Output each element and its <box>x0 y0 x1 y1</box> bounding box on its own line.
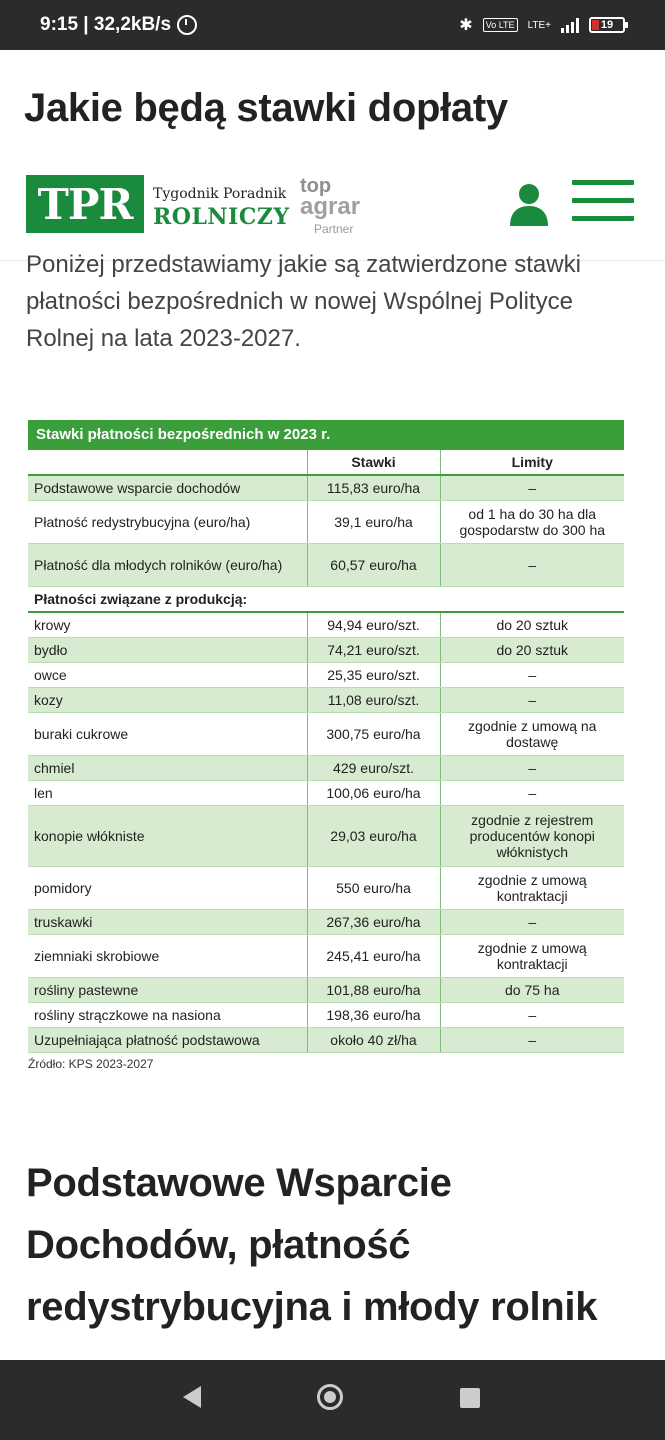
volte-badge: Vo LTE <box>483 18 518 32</box>
signal-icon <box>561 17 579 33</box>
partner-logo[interactable] <box>300 176 360 236</box>
hamburger-menu-icon[interactable] <box>572 180 634 222</box>
logo-line2: ROLNICZY <box>153 204 290 230</box>
table-row <box>28 475 624 501</box>
battery-level: 19 <box>600 19 614 31</box>
table-row <box>28 663 624 688</box>
row-rate: 245,41 euro/ha <box>307 935 440 978</box>
row-limit: – <box>440 475 624 501</box>
partner-top: top <box>300 175 332 197</box>
rates-table <box>28 420 624 1071</box>
table-row <box>28 935 624 978</box>
row-rate: 429 euro/szt. <box>307 756 440 781</box>
recent-apps-icon[interactable] <box>460 1388 480 1408</box>
row-rate: 101,88 euro/ha <box>307 978 440 1003</box>
col-header-name <box>28 450 307 475</box>
table-row <box>28 781 624 806</box>
row-name: konopie włókniste <box>28 806 307 867</box>
table-row <box>28 1003 624 1028</box>
row-name: rośliny pastewne <box>28 978 307 1003</box>
row-rate: 300,75 euro/ha <box>307 713 440 756</box>
battery-icon <box>589 17 625 33</box>
row-rate: 115,83 euro/ha <box>307 475 440 501</box>
table-row <box>28 1028 624 1053</box>
status-time-speed: 9:15 | 32,2kB/s <box>40 14 172 35</box>
tpr-logo[interactable]: TPR <box>26 175 144 233</box>
row-name: Płatność redystrybucyjna (euro/ha) <box>28 501 307 544</box>
row-rate: 94,94 euro/szt. <box>307 612 440 638</box>
table-row <box>28 688 624 713</box>
row-name: bydło <box>28 638 307 663</box>
logo-line1: Tygodnik Poradnik <box>153 186 287 202</box>
back-icon[interactable] <box>183 1386 201 1408</box>
home-icon[interactable] <box>317 1384 343 1410</box>
table-row <box>28 910 624 935</box>
table-row <box>28 501 624 544</box>
row-name: Uzupełniająca płatność podstawowa <box>28 1028 307 1053</box>
table-source: Źródło: KPS 2023-2027 <box>28 1057 154 1071</box>
user-icon[interactable] <box>508 182 550 226</box>
row-rate: 29,03 euro/ha <box>307 806 440 867</box>
row-rate: około 40 zł/ha <box>307 1028 440 1053</box>
alarm-icon <box>177 15 197 35</box>
row-limit: zgodnie z umową kontraktacji <box>440 867 624 910</box>
intro-paragraph: Poniżej przedstawiamy jakie są zatwierdzone stawki płatności bezpośrednich w nowej Wspólnej Polityce Rolnej na lata 2023-2027. <box>26 251 581 352</box>
table-row <box>28 544 624 587</box>
row-limit: – <box>440 756 624 781</box>
row-limit: do 20 sztuk <box>440 612 624 638</box>
row-name: pomidory <box>28 867 307 910</box>
row-name: rośliny strączkowe na nasiona <box>28 1003 307 1028</box>
status-bar <box>0 0 665 50</box>
row-limit: do 75 ha <box>440 978 624 1003</box>
row-rate: 60,57 euro/ha <box>307 544 440 587</box>
row-name: buraki cukrowe <box>28 713 307 756</box>
row-name: kozy <box>28 688 307 713</box>
col-header-limity: Limity <box>440 450 624 475</box>
row-rate: 25,35 euro/szt. <box>307 663 440 688</box>
partner-label: Partner <box>314 222 354 236</box>
row-name: krowy <box>28 612 307 638</box>
row-name: len <box>28 781 307 806</box>
row-rate: 550 euro/ha <box>307 867 440 910</box>
status-left <box>40 14 197 36</box>
table-row <box>28 713 624 756</box>
row-rate: 267,36 euro/ha <box>307 910 440 935</box>
logo-text[interactable] <box>153 186 290 230</box>
table-row <box>28 867 624 910</box>
section-label: Płatności związane z produkcją: <box>28 587 624 613</box>
row-limit: – <box>440 688 624 713</box>
row-name: chmiel <box>28 756 307 781</box>
row-limit: zgodnie z rejestrem producentów konopi włóknistych <box>440 806 624 867</box>
row-limit: – <box>440 1003 624 1028</box>
bluetooth-icon: ✱ <box>459 17 473 34</box>
page-header <box>0 50 665 261</box>
lte-label: LTE+ <box>527 19 551 31</box>
status-right <box>459 15 625 35</box>
partner-agrar: agrar <box>300 193 361 220</box>
row-name: truskawki <box>28 910 307 935</box>
table-rows-top <box>28 475 624 587</box>
table-row <box>28 756 624 781</box>
row-rate: 100,06 euro/ha <box>307 781 440 806</box>
table-row <box>28 638 624 663</box>
row-rate: 198,36 euro/ha <box>307 1003 440 1028</box>
row-limit: – <box>440 781 624 806</box>
row-limit: – <box>440 544 624 587</box>
row-limit: do 20 sztuk <box>440 638 624 663</box>
row-name: owce <box>28 663 307 688</box>
system-nav-bar <box>0 1360 665 1440</box>
row-limit: zgodnie z umową na dostawę <box>440 713 624 756</box>
section-subheading: Podstawowe Wsparcie Dochodów, płatność redystrybucyjna i młody rolnik <box>26 1161 598 1329</box>
table-title: Stawki płatności bezpośrednich w 2023 r. <box>28 420 624 450</box>
row-name: Płatność dla młodych rolników (euro/ha) <box>28 544 307 587</box>
section-row <box>28 587 624 613</box>
row-rate: 74,21 euro/szt. <box>307 638 440 663</box>
row-rate: 11,08 euro/szt. <box>307 688 440 713</box>
row-limit: – <box>440 910 624 935</box>
row-limit: – <box>440 663 624 688</box>
col-header-stawki: Stawki <box>307 450 440 475</box>
row-name: Podstawowe wsparcie dochodów <box>28 475 307 501</box>
rates-grid <box>28 450 624 1053</box>
table-row <box>28 612 624 638</box>
table-header-row <box>28 450 624 475</box>
row-name: ziemniaki skrobiowe <box>28 935 307 978</box>
table-row <box>28 978 624 1003</box>
row-rate: 39,1 euro/ha <box>307 501 440 544</box>
row-limit: od 1 ha do 30 ha dla gospodarstw do 300 ha <box>440 501 624 544</box>
row-limit: – <box>440 1028 624 1053</box>
row-limit: zgodnie z umową kontraktacji <box>440 935 624 978</box>
table-row <box>28 806 624 867</box>
article-title: Jakie będą stawki dopłaty <box>24 86 508 130</box>
table-rows-production <box>28 612 624 1053</box>
